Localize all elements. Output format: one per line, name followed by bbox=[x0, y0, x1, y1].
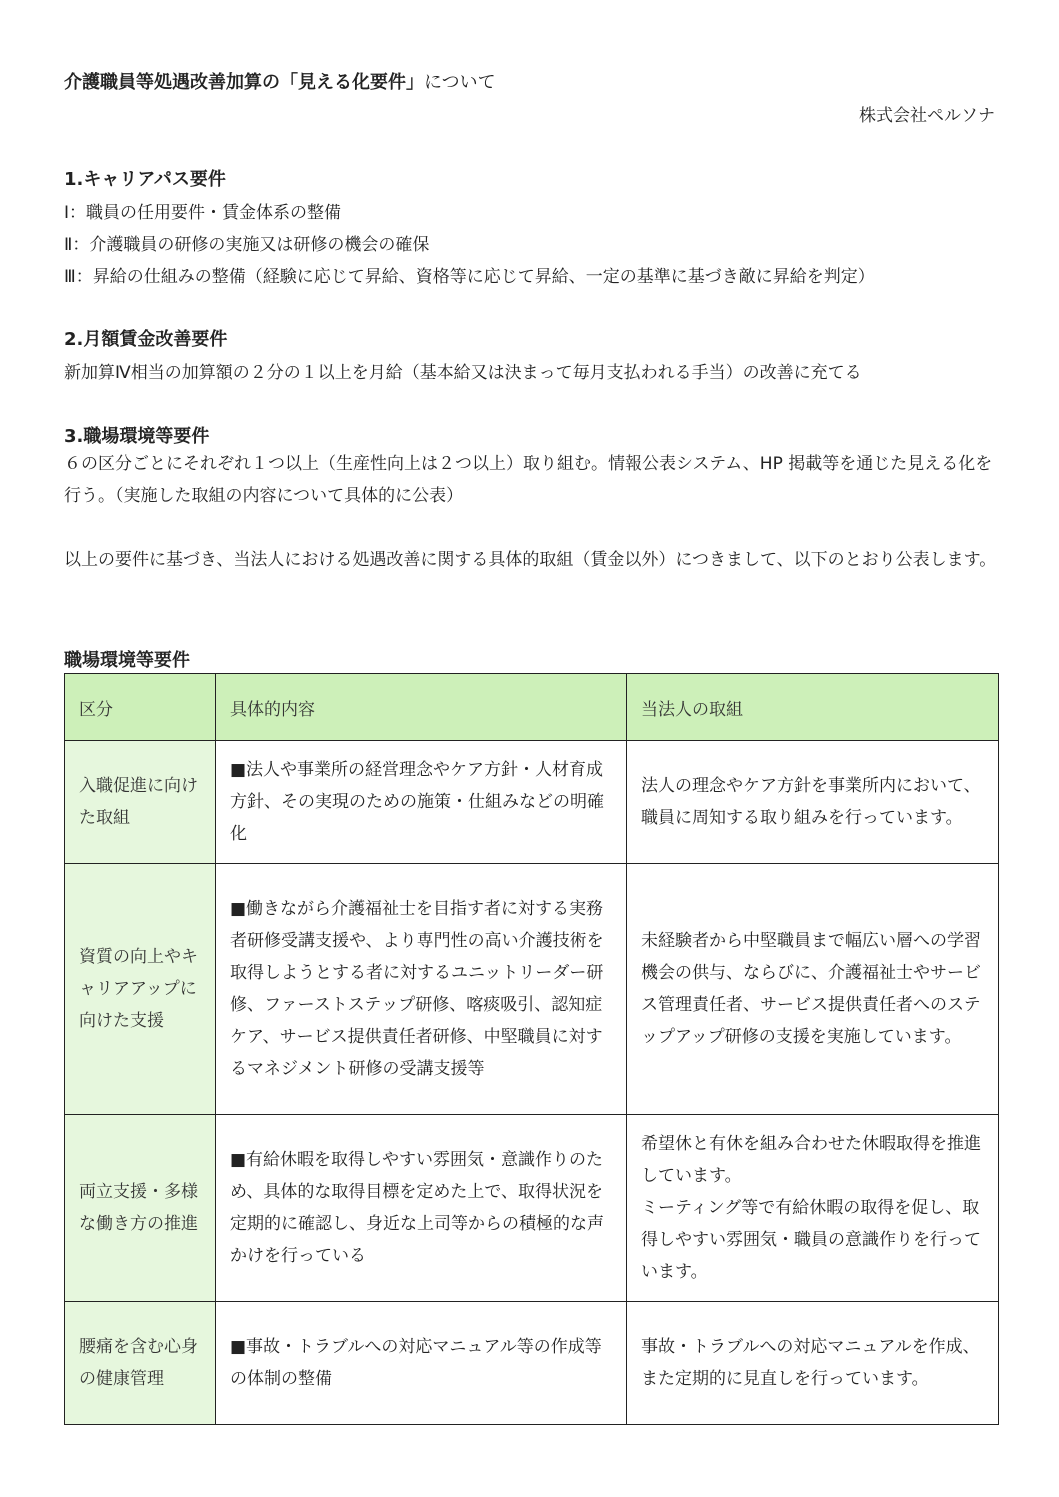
row-action: 法人の理念やケア方針を事業所内において、職員に周知する取り組みを行っています。 bbox=[627, 741, 999, 864]
monthly-wage-heading: 2.月額賃金改善要件 bbox=[64, 329, 228, 350]
title-emphasis: 「見える化要件」 bbox=[280, 72, 424, 93]
row-category: 両立支援・多様な働き方の推進 bbox=[65, 1115, 216, 1302]
career-path-item: Ⅲ：昇給の仕組みの整備（経験に応じて昇給、資格等に応じて昇給、一定の基準に基づき敵に昇給を判定） bbox=[64, 267, 875, 287]
header-content: 具体的内容 bbox=[216, 674, 627, 741]
row-action: 希望休と有休を組み合わせた休暇取得を推進しています。 ミーティング等で有給休暇の取得を促し、取得しやすい雰囲気・職員の意識作りを行っています。 bbox=[627, 1115, 999, 1302]
career-path-heading: 1.キャリアパス要件 bbox=[64, 169, 226, 190]
table-row bbox=[65, 741, 999, 864]
table-caption: 職場環境等要件 bbox=[64, 650, 190, 671]
requirements-table bbox=[64, 673, 999, 1425]
row-action: 未経験者から中堅職員まで幅広い層への学習機会の供与、ならびに、介護福祉士やサービス管理責任者、サービス提供責任者へのステップアップ研修の支援を実施しています。 bbox=[627, 864, 999, 1115]
intro-paragraph: 以上の要件に基づき、当法人における処遇改善に関する具体的取組（賃金以外）につきまして、以下のとおり公表します。 bbox=[64, 550, 997, 570]
company-name: 株式会社ペルソナ bbox=[859, 106, 995, 126]
header-category: 区分 bbox=[65, 674, 216, 741]
table-row bbox=[65, 1302, 999, 1425]
header-action: 当法人の取組 bbox=[627, 674, 999, 741]
table-row bbox=[65, 1115, 999, 1302]
row-content: ■事故・トラブルへの対応マニュアル等の作成等の体制の整備 bbox=[216, 1302, 627, 1425]
row-content: ■働きながら介護福祉士を目指す者に対する実務者研修受講支援や、より専門性の高い介護技術を取得しようとする者に対するユニットリーダー研修、ファーストステップ研修、喀痰吸引、認知症ケア、サービス提供責任者研修、中堅職員に対するマネジメント研修の受講支援等 bbox=[216, 864, 627, 1115]
table-header-row bbox=[65, 674, 999, 741]
row-content: ■有給休暇を取得しやすい雰囲気・意識作りのため、具体的な取得目標を定めた上で、取得状況を定期的に確認し、身近な上司等からの積極的な声かけを行っている bbox=[216, 1115, 627, 1302]
monthly-wage-text: 新加算Ⅳ相当の加算額の２分の１以上を月給（基本給又は決まって毎月支払われる手当）の改善に充てる bbox=[64, 363, 862, 383]
row-category: 腰痛を含む心身の健康管理 bbox=[65, 1302, 216, 1425]
table-row bbox=[65, 864, 999, 1115]
workplace-heading: 3.職場環境等要件 bbox=[64, 426, 210, 447]
row-content: ■法人や事業所の経営理念やケア方針・人材育成方針、その実現のための施策・仕組みなどの明確化 bbox=[216, 741, 627, 864]
career-path-item: Ⅰ：職員の任用要件・賃金体系の整備 bbox=[64, 203, 342, 223]
row-category: 資質の向上やキャリアアップに向けた支援 bbox=[65, 864, 216, 1115]
career-path-item: Ⅱ：介護職員の研修の実施又は研修の機会の確保 bbox=[64, 235, 430, 255]
workplace-text: ６の区分ごとにそれぞれ１つ以上（生産性向上は２つ以上）取り組む。情報公表システム、HP 掲載等を通じた見える化を行う。（実施した取組の内容について具体的に公表） bbox=[64, 454, 993, 506]
row-action: 事故・トラブルへの対応マニュアルを作成、また定期的に見直しを行っています。 bbox=[627, 1302, 999, 1425]
title-suffix: について bbox=[424, 72, 496, 93]
title-prefix: 介護職員等処遇改善加算の bbox=[64, 72, 280, 93]
document-title bbox=[64, 68, 496, 94]
row-category: 入職促進に向けた取組 bbox=[65, 741, 216, 864]
